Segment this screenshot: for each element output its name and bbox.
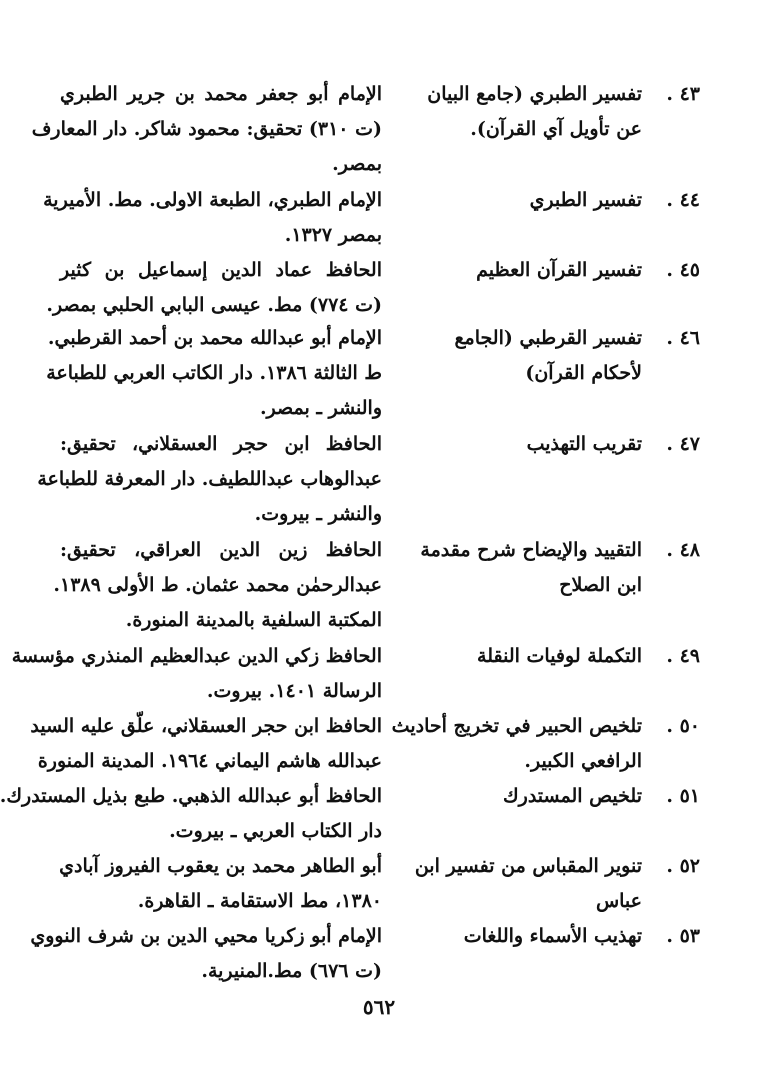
entry-source-line: (ت ٣١٠) تحقيق: محمود شاكر. دار المعارف	[31, 118, 382, 140]
entry-number: ٤٧ .	[666, 433, 700, 455]
entry-title-line: ابن الصلاح	[559, 574, 642, 596]
entry-title	[390, 183, 642, 218]
entry-source-line: الإمام أبو جعفر محمد بن جرير الطبري	[60, 83, 382, 105]
entry-source-line: الحافظ زكي الدين عبدالعظيم المنذري مؤسسة	[11, 645, 382, 667]
entry-title-line: تنوير المقباس من تفسير ابن	[414, 855, 642, 877]
entry-title	[390, 321, 642, 391]
entry-source-line: بمصر.	[332, 153, 382, 175]
entry-title	[390, 639, 642, 674]
entry-source-line: (ت ٦٧٦) مط.المنيرية.	[201, 960, 382, 982]
entry-title-line: لأحكام القرآن)	[525, 362, 642, 384]
entry-title	[390, 533, 642, 603]
entry-title-line: تفسير الطبري	[529, 189, 642, 211]
entry-title-line: تفسير القرآن العظيم	[476, 259, 642, 281]
entry-number: ٥٠ .	[666, 715, 700, 737]
entry-title-line: تلخيص المستدرك	[502, 785, 642, 807]
entry-number: ٤٤ .	[666, 189, 700, 211]
entry-number: ٤٥ .	[666, 259, 700, 281]
entry-source-line: ١٣٨٠، مط الاستقامة ـ القاهرة.	[137, 890, 382, 912]
entry-number: ٤٦ .	[666, 327, 700, 349]
entry-source	[43, 183, 382, 253]
entry-title-line: عباس	[595, 890, 642, 912]
entry-number: ٤٨ .	[666, 539, 700, 561]
entry-source-line: عبدالرحمٰن محمد عثمان. ط الأولى ١٣٨٩.	[53, 574, 382, 596]
entry-title-line: عن تأويل آي القرآن).	[470, 118, 642, 140]
entry-source-line: والنشر ـ بيروت.	[254, 503, 382, 525]
entry-source	[46, 253, 382, 323]
entry-source	[31, 77, 382, 182]
entry-source	[60, 849, 382, 919]
entry-title	[390, 77, 642, 147]
entry-title-line: التقييد والإيضاح شرح مقدمة	[420, 539, 642, 561]
entry-source-line: ط الثالثة ١٣٨٦. دار الكاتب العربي للطباعة	[46, 362, 382, 384]
entry-source-line: أبو الطاهر محمد بن يعقوب الفيروز آبادي	[59, 855, 382, 877]
entry-source-line: الإمام أبو عبدالله محمد بن أحمد القرطبي.	[47, 327, 382, 349]
entry-title	[390, 779, 642, 814]
entry-title	[390, 919, 642, 954]
entry-source-line: الحافظ أبو عبدالله الذهبي. طبع بذيل المستدرك.	[0, 785, 382, 807]
entry-source-line: الرسالة ١٤٠١. بيروت.	[206, 680, 382, 702]
entry-source	[0, 779, 382, 849]
page-number: ٥٦٢	[362, 995, 396, 1019]
entry-title-line: التكملة لوفيات النقلة	[477, 645, 642, 667]
entry-source-line: دار الكتاب العربي ـ بيروت.	[169, 820, 382, 842]
entry-title-line: الرافعي الكبير.	[524, 750, 642, 772]
entry-number: ٥١ .	[666, 785, 700, 807]
entry-source	[37, 427, 382, 532]
entry-source-line: عبدالوهاب عبداللطيف. دار المعرفة للطباعة	[37, 468, 382, 490]
entry-number: ٤٣ .	[666, 83, 700, 105]
entry-number: ٥٣ .	[666, 925, 700, 947]
entry-source-line: بمصر ١٣٢٧.	[284, 224, 382, 246]
entry-source-line: المكتبة السلفية بالمدينة المنورة.	[125, 609, 382, 631]
entry-source	[30, 919, 382, 989]
entry-source-line: عبدالله هاشم اليماني ١٩٦٤. المدينة المنورة	[37, 750, 382, 772]
entry-source-line: الحافظ زين الدين العراقي، تحقيق:	[60, 539, 382, 561]
entry-source-line: والنشر ـ بمصر.	[259, 397, 382, 419]
entry-title-line: تلخيص الحبير في تخريج أحاديث	[391, 715, 642, 737]
entry-source-line: (ت ٧٧٤) مط. عيسى البابي الحلبي بمصر.	[46, 294, 382, 316]
entry-source	[53, 533, 382, 638]
entry-title	[390, 849, 642, 919]
entry-source	[46, 321, 382, 426]
entry-source-line: الحافظ عماد الدين إسماعيل بن كثير	[60, 259, 382, 281]
entry-title-line: تفسير الطبري (جامع البيان	[427, 83, 642, 105]
entry-number: ٥٢ .	[666, 855, 700, 877]
entry-title-line: تقريب التهذيب	[526, 433, 642, 455]
entry-source-line: الإمام الطبري، الطبعة الاولى. مط. الأميرية	[43, 189, 382, 211]
entry-source-line: الحافظ ابن حجر العسقلاني، تحقيق:	[60, 433, 382, 455]
entry-source	[11, 639, 382, 709]
entry-title	[390, 427, 642, 462]
entry-number: ٤٩ .	[666, 645, 700, 667]
entry-title	[390, 253, 642, 288]
entry-title-line: تهذيب الأسماء واللغات	[463, 925, 642, 947]
entry-source	[30, 709, 382, 779]
entry-title-line: تفسير القرطبي (الجامع	[454, 327, 642, 349]
entry-source-line: الحافظ ابن حجر العسقلاني، علّق عليه السيد	[30, 715, 382, 737]
entry-source-line: الإمام أبو زكريا محيي الدين بن شرف النووي	[30, 925, 382, 947]
entry-title	[390, 709, 642, 779]
